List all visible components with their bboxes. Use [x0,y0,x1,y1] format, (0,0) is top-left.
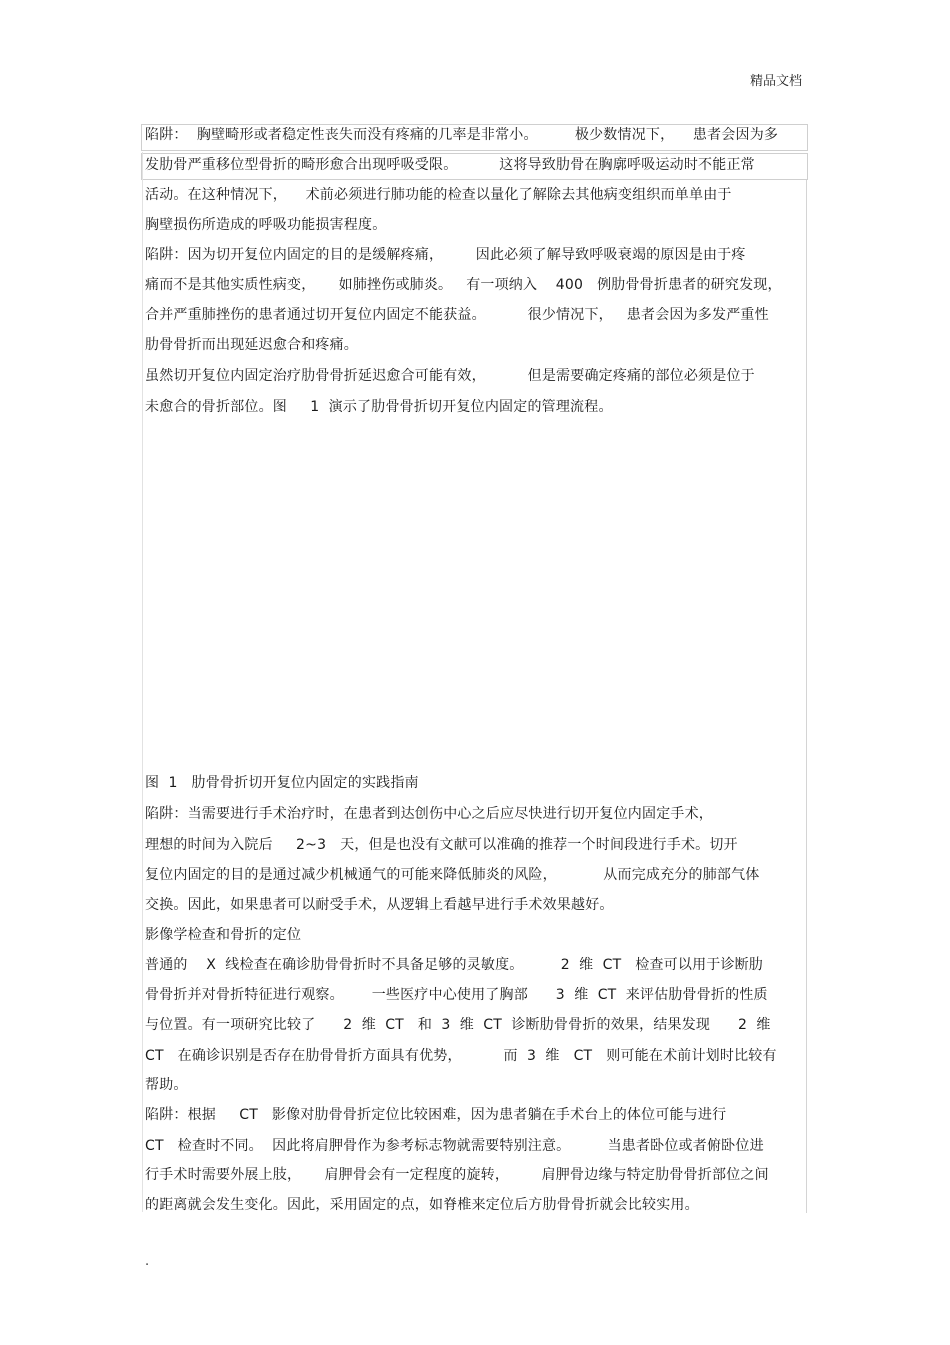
right-rule [806,180,807,1213]
text-line: 普通的 X 线检查在确诊肋骨骨折时不具备足够的灵敏度。 2 维 CT 检查可以用于诊断肋 [145,957,764,973]
page-footer: . [145,1254,150,1269]
text-line: CT 检查时不同。 因此将肩胛骨作为参考标志物就需要特别注意。 当患者卧位或者俯卧位进 [145,1138,764,1154]
text-line: 胸壁损伤所造成的呼吸功能损害程度。 [145,217,387,233]
text-line: 发肋骨严重移位型骨折的畸形愈合出现呼吸受限。 这将导致肋骨在胸廓呼吸运动时不能正常 [145,157,755,173]
text-line: 理想的时间为入院后 2~3 天，但是也没有文献可以准确的推荐一个时间段进行手术。切开 [145,837,738,853]
left-rule [142,152,143,1212]
text-line: 交换。因此，如果患者可以耐受手术，从逻辑上看越早进行手术效果越好。 [145,897,614,913]
text-line: 的距离就会发生变化。因此，采用固定的点，如脊椎来定位后方肋骨骨折就会比较实用。 [145,1197,699,1213]
text-line: 未愈合的骨折部位。图 1 演示了肋骨骨折切开复位内固定的管理流程。 [145,399,613,415]
text-line: 合并严重肺挫伤的患者通过切开复位内固定不能获益。 很少情况下， 患者会因为多发严重性 [145,307,769,323]
page-header: 精品文档 [749,74,802,89]
text-line: 复位内固定的目的是通过减少机械通气的可能来降低肺炎的风险， 从而完成充分的肺部气体 [145,867,760,883]
text-line: 骨骨折并对骨折特征进行观察。 一些医疗中心使用了胸部 3 维 CT 来评估肋骨骨折的性质 [145,987,768,1003]
text-line: 陷阱：根据 CT 影像对肋骨骨折定位比较困难，因为患者躺在手术台上的体位可能与进行 [145,1107,727,1123]
section-heading: 影像学检查和骨折的定位 [145,927,302,943]
text-line: 与位置。有一项研究比较了 2 维 CT 和 3 维 CT 诊断肋骨骨折的效果，结果发现 2 维 [145,1017,771,1033]
figure-caption: 图 1 肋骨骨折切开复位内固定的实践指南 [145,775,419,791]
text-line: 陷阱： 胸壁畸形或者稳定性丧失而没有疼痛的几率是非常小。 极少数情况下， 患者会因为多 [145,127,779,143]
text-line: 帮助。 [145,1077,188,1093]
text-line: 陷阱：因为切开复位内固定的目的是缓解疼痛， 因此必须了解导致呼吸衰竭的原因是由于疼 [145,247,746,263]
text-line: 活动。在这种情况下， 术前必须进行肺功能的检查以量化了解除去其他病变组织而单单由于 [145,187,732,203]
text-line: 虽然切开复位内固定治疗肋骨骨折延迟愈合可能有效， 但是需要确定疼痛的部位必须是位于 [145,368,755,384]
text-line: 肋骨骨折而出现延迟愈合和疼痛。 [145,337,358,353]
text-line: 陷阱：当需要进行手术治疗时，在患者到达创伤中心之后应尽快进行切开复位内固定手术， [145,806,713,822]
text-line: CT 在确诊识别是否存在肋骨骨折方面具有优势， 而 3 维 CT 则可能在术前计划时比较有 [145,1048,777,1064]
text-line: 行手术时需要外展上肢， 肩胛骨会有一定程度的旋转， 肩胛骨边缘与特定肋骨骨折部位之间 [145,1167,769,1183]
text-line: 痛而不是其他实质性病变， 如肺挫伤或肺炎。 有一项纳入 400 例肋骨骨折患者的研究发现， [145,277,782,293]
